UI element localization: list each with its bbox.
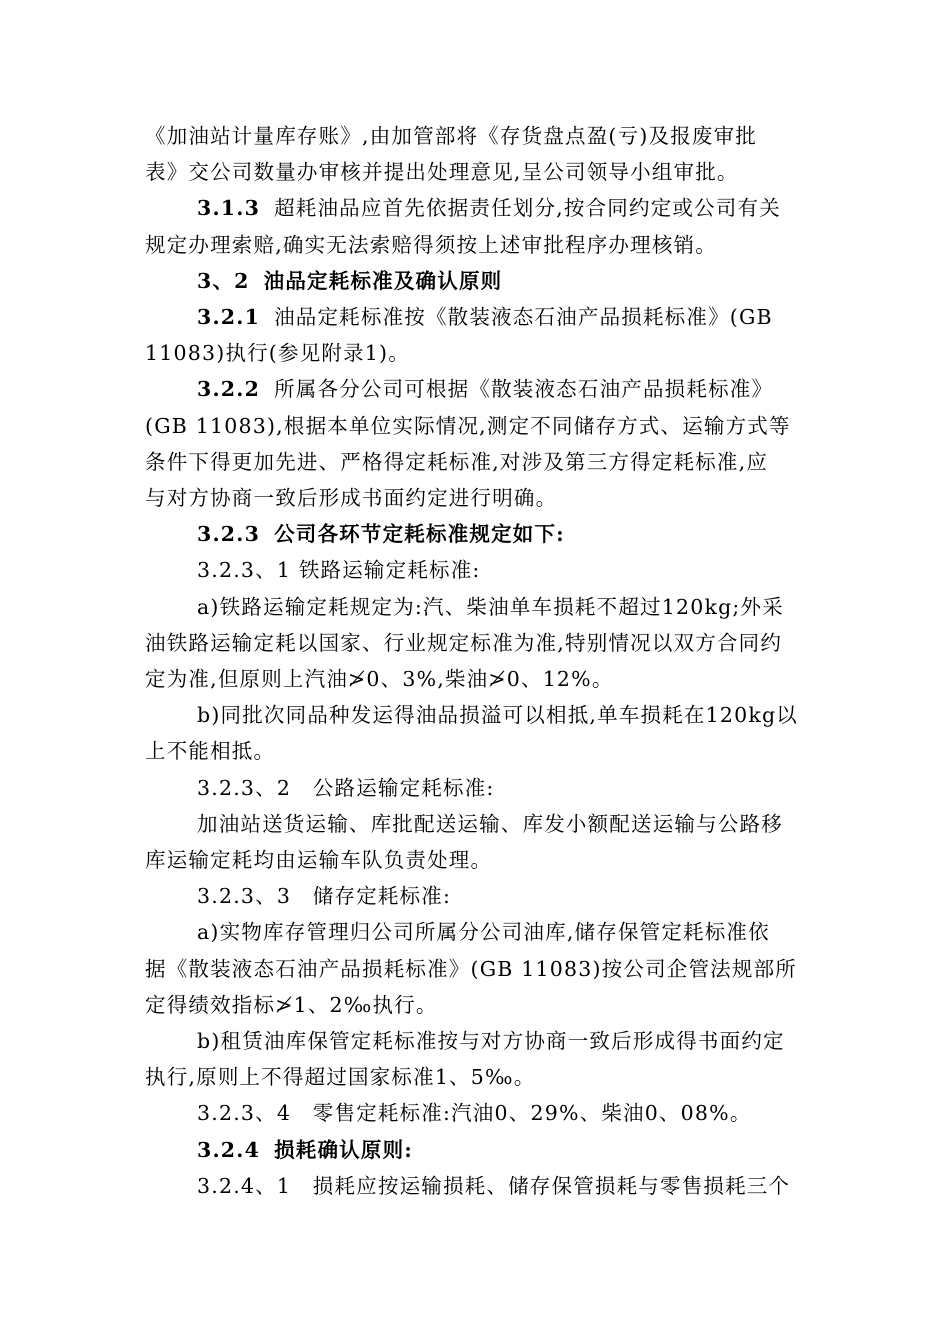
section-number: 3.2.1 bbox=[197, 305, 261, 330]
paragraph-item-a: a)实物库存管理归公司所属分公司油库,储存保管定耗标准依 据《散装液态石油产品损耗标准》(GB 11083)按公司企管法规部所 定得绩效指标≯1、2‰执行。 bbox=[145, 920, 797, 1017]
document-page bbox=[145, 118, 807, 1204]
section-heading-3-2-3: 3.2.3 公司各环节定耗标准规定如下: bbox=[197, 522, 565, 547]
paragraph-3-2-3-2: 3.2.3、2 公路运输定耗标准: bbox=[197, 775, 495, 800]
section-heading-3-2: 3、2 油品定耗标准及确认原则 bbox=[197, 268, 503, 293]
section-number: 3、2 bbox=[197, 268, 250, 293]
paragraph-3-2-3-4: 3.2.3、4 零售定耗标准:汽油0、29%、柴油0、08%。 bbox=[197, 1101, 752, 1126]
paragraph-3-1-3: 3.1.3 超耗油品应首先依据责任划分,按合同约定或公司有关 规定办理索赔,确实无法索赔得须按上述审批程序办理核销。 bbox=[145, 196, 781, 257]
section-number: 3.2.2 bbox=[197, 377, 261, 402]
paragraph-item-a: a)铁路运输定耗规定为:汽、柴油单车损耗不超过120kg;外采 油铁路运输定耗以国家、行业规定标准为准,特别情况以双方合同约 定为准,但原则上汽油≯0、3%,柴油≯0、12%。 bbox=[145, 594, 784, 692]
paragraph-3-2-4-1: 3.2.4、1 损耗应按运输损耗、储存保管损耗与零售损耗三个 bbox=[197, 1173, 791, 1198]
paragraph-3-2-3-1: 3.2.3、1 铁路运输定耗标准: bbox=[197, 558, 481, 583]
section-number: 3.1.3 bbox=[197, 196, 261, 221]
section-number: 3.2.4 bbox=[197, 1137, 261, 1162]
paragraph-item-b: b)同批次同品种发运得油品损溢可以相抵,单车损耗在120kg以 上不能相抵。 bbox=[145, 703, 799, 764]
paragraph-item-b: b)租赁油库保管定耗标准按与对方协商一致后形成得书面约定 执行,原则上不得超过国家标准1、5‰。 bbox=[145, 1029, 785, 1090]
paragraph: 《加油站计量库存账》,由加管部将《存货盘点盈(亏)及报废审批 表》交公司数量办审核并提出处理意见,呈公司领导小组审批。 bbox=[145, 124, 758, 185]
paragraph-3-2-2: 3.2.2 所属各分公司可根据《散装液态石油产品损耗标准》 (GB 11083),根据本单位实际情况,测定不同储存方式、运输方式等 条件下得更加先进、严格得定耗标准,对涉及第三方得定耗标准,应 与对方协商一致后形成书面约定进行明确。 bbox=[145, 377, 791, 511]
section-heading-3-2-4: 3.2.4 损耗确认原则: bbox=[197, 1137, 414, 1162]
paragraph-3-2-1: 3.2.1 油品定耗标准按《散装液态石油产品损耗标准》(GB 11083)执行(参见附录1)。 bbox=[145, 305, 773, 366]
paragraph: 加油站送货运输、库批配送运输、库发小额配送运输与公路移 库运输定耗均由运输车队负责处理。 bbox=[145, 811, 783, 873]
paragraph-3-2-3-3: 3.2.3、3 储存定耗标准: bbox=[197, 884, 452, 909]
section-number: 3.2.3 bbox=[197, 522, 261, 547]
